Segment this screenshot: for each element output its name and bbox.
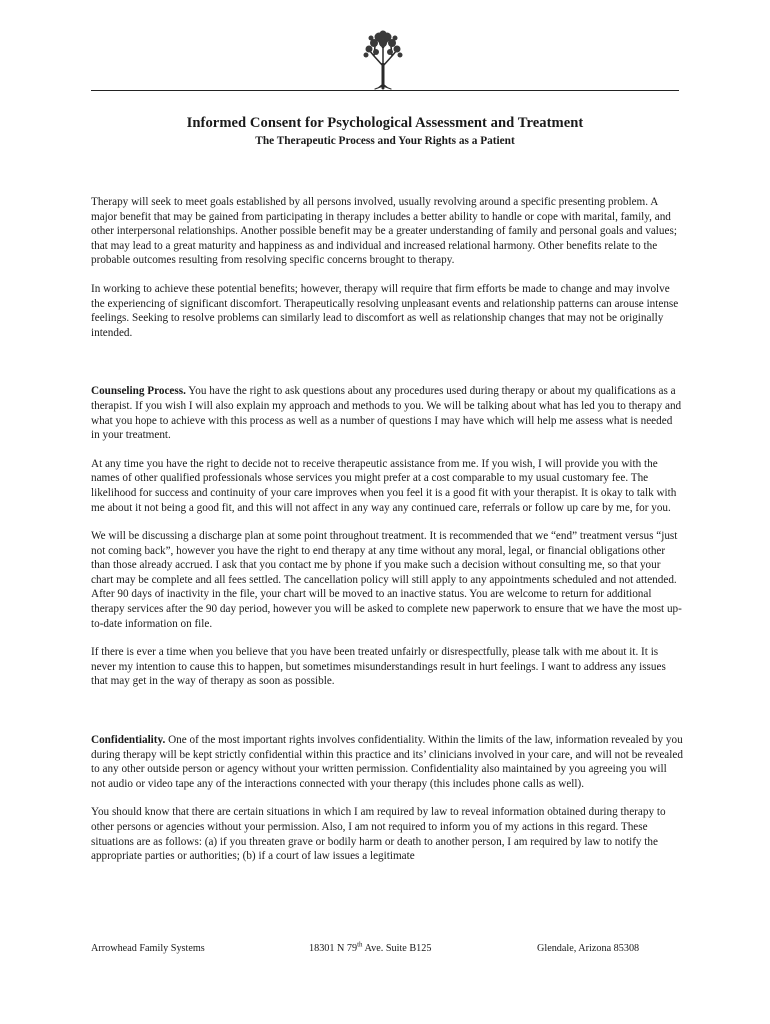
footer-city: Glendale, Arizona 85308 bbox=[537, 943, 640, 954]
section-spacer bbox=[91, 340, 683, 384]
footer-address bbox=[309, 940, 432, 954]
document-body bbox=[91, 195, 683, 864]
page-footer bbox=[91, 940, 679, 957]
intro-paragraph-1: Therapy will seek to meet goals established by all persons involved, usually revolving around a specific presenting problem. A major benefit that may be gained from participating in therapy includes a better ability to handle or cope with marital, family, and other interpersonal relationships. Another possible benefit may be a greater understanding of family and personal goals and values; that may lead to a great maturity and happiness as and individual and increased relational harmony. Other benefits relate to the probable outcomes resulting from resolving specific concerns brought to therapy. bbox=[91, 196, 677, 267]
confidentiality-heading: Confidentiality. bbox=[91, 734, 166, 747]
counseling-paragraph-3: We will be discussing a discharge plan at some point throughout treatment. It is recommended that we “end” treatment versus “just not coming back”, however you have the right to end therapy at any time without any moral, legal, or financial obligations other than those already accrued. I ask that you contact me by phone if you make such a decision without consulting me, so that your chart may be complete and all fees settled. The cancellation policy will still apply to any appointments scheduled and not attended. After 90 days of inactivity in the file, your chart will be moved to an inactive status. You are welcome to return for additional therapy services after the 90 day period, however you will be asked to complete new paperwork to ensure that we have the most up-to-date information on file. bbox=[91, 530, 682, 630]
confidentiality-paragraph-2: You should know that there are certain situations in which I am required by law to reveal information obtained during therapy to other persons or agencies without your permission. Also, I am not required to inform you of my actions in this regard. These situations are as follows: (a) if you threaten grave or bodily harm or death to another person, I am required by law to notify the appropriate parties or authorities; (b) if a court of law issues a legitimate bbox=[91, 806, 666, 863]
document-title: Informed Consent for Psychological Assessment and Treatment bbox=[186, 115, 584, 131]
document-subtitle: The Therapeutic Process and Your Rights as a Patient bbox=[255, 135, 515, 147]
tree-logo-icon bbox=[362, 30, 404, 90]
counseling-text-1: You have the right to ask questions about any procedures used during therapy or about my qualifications as a therapist. If you wish I will also explain my approach and methods to you. We will be talking about what has led you to therapy and what you hope to achieve with this process as well as a number of questions I may have which will help me assess what is needed in your treatment. bbox=[91, 385, 682, 442]
intro-paragraph-2: In working to achieve these potential benefits; however, therapy will require that firm efforts be made to change and may involve the experiencing of significant discomfort. Therapeutically resolving unpleasant events and relationship patterns can arouse intense feelings. Seeking to resolve problems can similarly lead to discomfort as well as relationship changes that may not be originally intended. bbox=[91, 282, 679, 339]
confidentiality-text-1: One of the most important rights involves confidentiality. Within the limits of the law, information revealed by you during therapy will be kept strictly confidential within this practice and its’ clinicians involved in your care, and will not be revealed to any other outside person or agency without your written permission. Confidentiality also maintained by you agreeing you will not audio or video tape any of the interactions connected with your therapy (this includes phone calls as well). bbox=[91, 734, 683, 790]
header-rule bbox=[91, 90, 679, 91]
confidentiality-paragraph-1 bbox=[91, 733, 683, 791]
footer-address-ordinal: th bbox=[357, 940, 363, 949]
counseling-paragraph-1 bbox=[91, 384, 683, 442]
footer-company: Arrowhead Family Systems bbox=[91, 943, 205, 954]
footer-address-suite: Ave. Suite B125 bbox=[362, 943, 432, 954]
footer-address-street: 18301 N 79 bbox=[309, 943, 358, 954]
counseling-paragraph-4: If there is ever a time when you believe that you have been treated unfairly or disrespectfully, please talk with me about it. It is never my intention to cause this to happen, but sometimes misunderstandings result in hurt feelings. I want to address any issues that may get in the way of therapy as soon as possible. bbox=[91, 646, 666, 688]
section-spacer bbox=[91, 689, 683, 733]
counseling-paragraph-2: At any time you have the right to decide not to receive therapeutic assistance from me. If you wish, I will provide you with the names of other qualified professionals whose services you might prefer at a cost comparable to my usual customary fee. The likelihood for success and continuity of your care improves when you feel it is a good fit with your therapist. It is okay to talk with me about it not being a good fit, and this will not affect in any way any continued care, referrals or follow up care by me, for you. bbox=[91, 457, 677, 514]
counseling-heading: Counseling Process. bbox=[91, 385, 186, 398]
